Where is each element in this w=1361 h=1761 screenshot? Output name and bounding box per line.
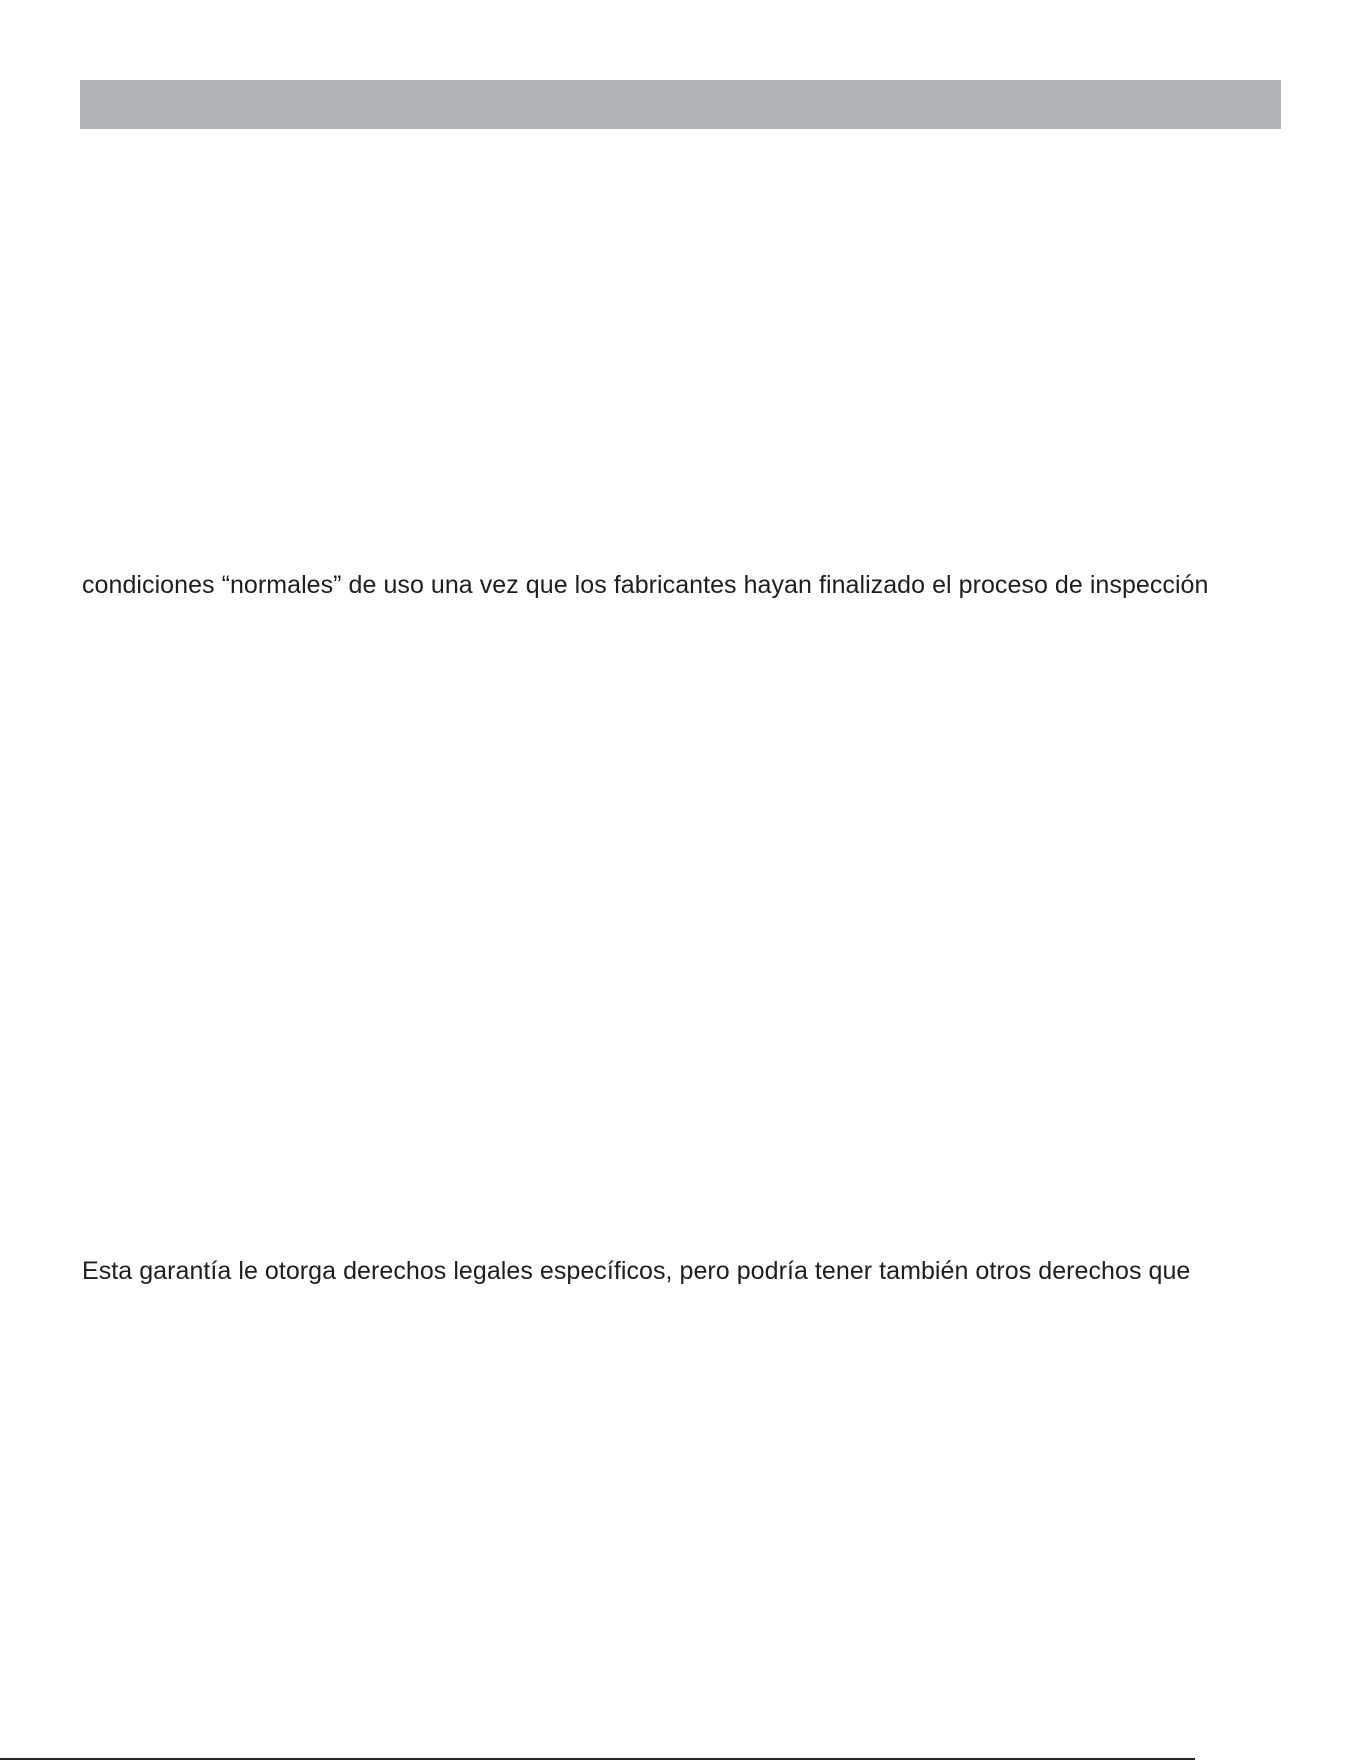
- header-bar: [80, 80, 1281, 129]
- footer-rule: [0, 1758, 1195, 1760]
- body-text-line: condiciones “normales” de uso una vez que los fabricantes hayan finalizado el proceso de inspección: [82, 571, 1209, 599]
- body-text-line: Esta garantía le otorga derechos legales específicos, pero podría tener también otros derechos que: [82, 1257, 1191, 1285]
